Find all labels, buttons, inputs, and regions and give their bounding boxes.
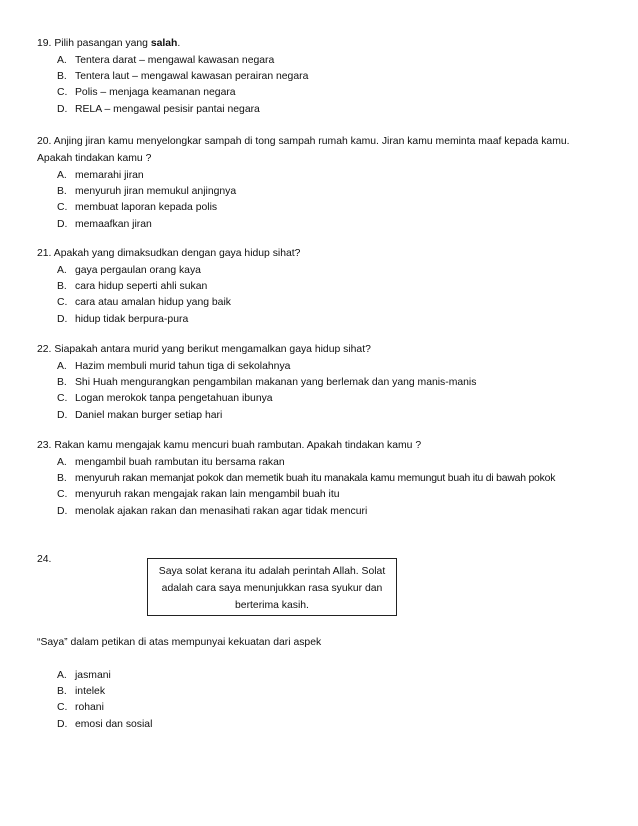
option-c: C. menyuruh rakan mengajak rakan lain mengambil buah itu — [57, 489, 340, 501]
question-19 — [37, 35, 607, 118]
question-stem: 21. Apakah yang dimaksudkan dengan gaya hidup sihat? — [37, 248, 301, 259]
question-23 — [37, 437, 607, 520]
option-c: C. cara atau amalan hidup yang baik — [57, 297, 231, 309]
option-a: A. gaya pergaulan orang kaya — [57, 265, 201, 276]
option-d: D. menolak ajakan rakan dan menasihati rakan agar tidak mencuri — [57, 505, 368, 517]
option-b: B. Tentera laut – mengawal kawasan perairan negara — [57, 71, 309, 83]
option-d: D. memaafkan jiran — [57, 218, 152, 230]
question-stem: 22. Siapakah antara murid yang berikut mengamalkan gaya hidup sihat? — [37, 344, 371, 355]
option-c: C. membuat laporan kepada polis — [57, 202, 218, 214]
option-b: B. menyuruh rakan memanjat pokok dan memetik buah itu manakala kamu memungut buah itu di bawah pokok — [57, 473, 556, 485]
option-b: B. intelek — [57, 686, 106, 698]
option-d: D. emosi dan sosial — [57, 718, 153, 730]
question-21 — [37, 245, 607, 328]
option-d: D. RELA – mengawal pesisir pantai negara — [57, 103, 260, 115]
option-b: B. cara hidup seperti ahli sukan — [57, 281, 208, 293]
option-b: B. Shi Huah mengurangkan pengambilan makanan yang berlemak dan yang manis-manis — [57, 377, 477, 389]
question-20 — [37, 133, 607, 233]
option-a: A. mengambil buah rambutan itu bersama rakan — [57, 457, 285, 468]
question-24 — [37, 634, 607, 733]
option-c: C. Polis – menjaga keamanan negara — [57, 87, 236, 99]
option-d: D. Daniel makan burger setiap hari — [57, 409, 223, 421]
option-a: A. memarahi jiran — [57, 170, 144, 181]
quote-box: Saya solat kerana itu adalah perintah Allah. Solat adalah cara saya menunjukkan rasa syukur dan berterima kasih. — [147, 558, 397, 616]
option-b: B. menyuruh jiran memukul anjingnya — [57, 186, 237, 198]
question-22 — [37, 341, 607, 424]
question-stem: 20. Anjing jiran kamu menyelongkar sampah di tong sampah rumah kamu. Jiran kamu meminta maaf kepada kamu. Apakah tindakan kamu ? — [37, 136, 570, 164]
option-a: A. jasmani — [57, 670, 111, 681]
question-24-number: 24. — [37, 554, 52, 565]
option-a: A. Tentera darat – mengawal kawasan negara — [57, 55, 275, 66]
option-d: D. hidup tidak berpura-pura — [57, 313, 189, 325]
question-stem: “Saya” dalam petikan di atas mempunyai kekuatan dari aspek — [37, 637, 322, 648]
option-c: C. Logan merokok tanpa pengetahuan ibunya — [57, 393, 273, 405]
question-stem: 19. Pilih pasangan yang salah. — [37, 38, 181, 49]
option-a: A. Hazim membuli murid tahun tiga di sekolahnya — [57, 361, 291, 372]
question-stem: 23. Rakan kamu mengajak kamu mencuri buah rambutan. Apakah tindakan kamu ? — [37, 440, 422, 451]
option-c: C. rohani — [57, 702, 104, 714]
